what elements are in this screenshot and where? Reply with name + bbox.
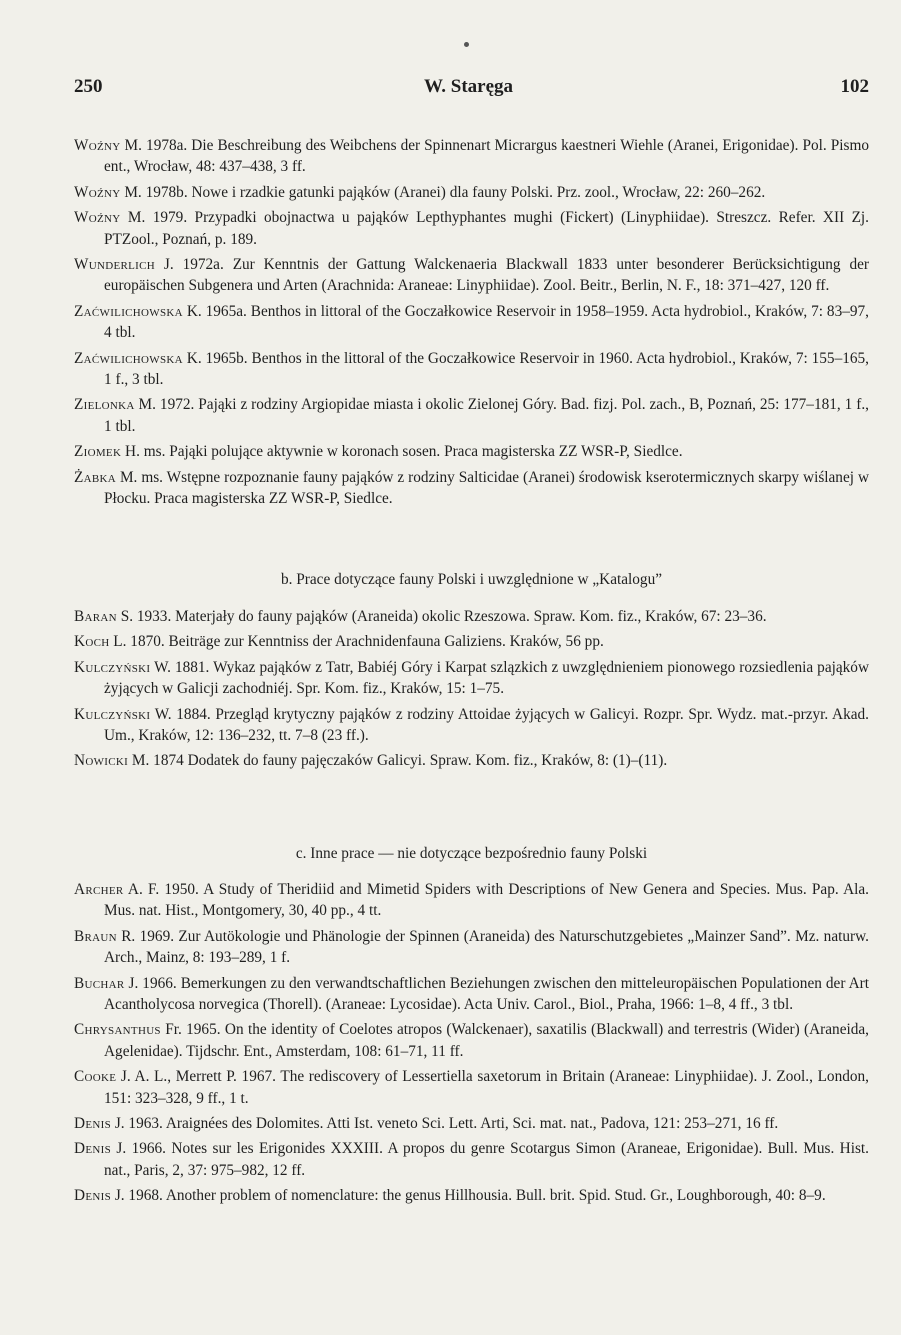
reference-author: Denis [74, 1140, 111, 1158]
reference-entry [74, 606, 869, 627]
reference-text: L. 1870. Beiträge zur Kenntniss der Arachnidenfauna Galiziens. Kraków, 56 pp. [109, 633, 604, 651]
reference-text: M. 1978b. Nowe i rzadkie gatunki pająków (Aranei) dla fauny Polski. Prz. zool., Wrocław, 22: 260–262. [120, 183, 766, 201]
reference-text: R. 1969. Zur Autökologie und Phänologie der Spinnen (Araneida) des Naturschutzgebietes „Mainzer Sand”. Mz. naturw. Arch., Mainz, 8: 193–289, 1 f. [104, 927, 869, 967]
reference-text: J. 1972a. Zur Kenntnis der Gattung Walckenaeria Blackwall 1833 unter besonderer Berücksichtigung der europäischen Subgenera und Arten (Arachnida: Araneae: Linyphiidae). Zool. Beitr., Berlin, N. F., 18: 371–427, 120 ff. [104, 256, 869, 295]
running-header [74, 76, 869, 102]
reference-text: J. 1963. Araignées des Dolomites. Atti Ist. veneto Sci. Lett. Arti, Sci. mat. nat., Padova, 121: 253–271, 16 ff. [111, 1115, 779, 1133]
section-b-heading: b. Prace dotyczące fauny Polski i uwzględnione w „Katalogu” [280, 571, 663, 588]
reference-entry [74, 750, 869, 771]
reference-entry [74, 348, 869, 391]
reference-entry [74, 1185, 869, 1206]
reference-entry [74, 467, 869, 510]
reference-list-a [74, 135, 869, 514]
part-number: 102 [840, 76, 869, 97]
reference-text: W. 1884. Przegląd krytyczny pająków z rodziny Attoidae żyjących w Galicyi. Rozpr. Spr. Wydz. mat.-przyr. Akad. Um., Kraków, 12: 136–232, tt. 7–8 (23 ff.). [104, 705, 869, 745]
reference-author: Cooke [74, 1068, 117, 1086]
reference-entry [74, 254, 869, 297]
reference-author: Chrysanthus [74, 1021, 161, 1039]
reference-author: Braun [74, 927, 117, 945]
reference-entry [74, 1019, 869, 1062]
reference-text: M. 1978a. Die Beschreibung des Weibchens der Spinnenart Micrargus kaestneri Wiehle (Aranei, Erigonidae). Pol. Pismo ent., Wrocław, 48: 437–438, 3 ff. [104, 137, 869, 176]
reference-list-b [74, 606, 869, 776]
reference-author: Baran [74, 608, 117, 625]
reference-entry [74, 135, 869, 178]
reference-text: J. A. L., Merrett P. 1967. The rediscovery of Lessertiella saxetorum in Britain (Araneae: Linyphiidae). J. Zool., London, 151: 323–328, 9 ff., 1 t. [104, 1068, 869, 1107]
reference-entry [74, 973, 869, 1016]
reference-text: M. ms. Wstępne rozpoznanie fauny pająków z rodziny Salticidae (Aranei) środowisk kserotermicznych skarpy wiślanej w Płocku. Praca magisterska ZZ WSR-P, Siedlce. [104, 468, 869, 508]
reference-author: Wunderlich [74, 256, 155, 274]
reference-text: K. 1965b. Benthos in the littoral of the Goczałkowice Reservoir in 1960. Acta hydrobiol., Kraków, 7: 155–165, 1 f., 3 tbl. [104, 349, 869, 389]
reference-text: J. 1968. Another problem of nomenclature: the genus Hillhousia. Bull. brit. Spid. Stud. Gr., Loughborough, 40: 8–9. [111, 1187, 826, 1205]
reference-entry [74, 657, 869, 700]
reference-entry [74, 182, 869, 203]
reference-entry [74, 1113, 869, 1134]
reference-author: Zielonka [74, 396, 135, 414]
section-c-heading: c. Inne prace — nie dotyczące bezpośrednio fauny Polski [295, 845, 648, 862]
reference-entry [74, 704, 869, 747]
reference-text: W. 1881. Wykaz pająków z Tatr, Babiéj Góry i Karpat szlązkich z uwzględnieniem pionowego rozsiedlenia pająków żyjących w Galicji zachodniéj. Spr. Kom. fiz., Kraków, 15: 1–75. [104, 658, 869, 698]
reference-text: K. 1965a. Benthos in littoral of the Goczałkowice Reservoir in 1958–1959. Acta hydrobiol., Kraków, 7: 83–97, 4 tbl. [104, 302, 869, 342]
reference-text: A. F. 1950. A Study of Theridiid and Mimetid Spiders with Descriptions of New Genera and Species. Mus. Pap. Ala. Mus. nat. Hist., Montgomery, 30, 40 pp., 4 tt. [104, 881, 869, 920]
reference-author: Ziomek [74, 443, 122, 461]
reference-text: S. 1933. Materjały do fauny pająków (Araneida) okolic Rzeszowa. Spraw. Kom. fiz., Kraków, 67: 23–36. [116, 608, 767, 625]
reference-entry [74, 1138, 869, 1181]
reference-author: Woźny [74, 183, 121, 201]
reference-entry [74, 207, 869, 250]
reference-author: Denis [74, 1187, 111, 1205]
page-number: 250 [74, 76, 103, 97]
reference-author: Woźny [74, 137, 121, 154]
reference-entry [74, 926, 869, 969]
reference-author: Zaćwilichowska [74, 349, 183, 367]
reference-entry [74, 1066, 869, 1109]
reference-entry [74, 631, 869, 652]
reference-text: J. 1966. Notes sur les Erigonides XXXIII. A propos du genre Scotargus Simon (Araneae, Erigonidae). Bull. Mus. Hist. nat., Paris, 2, 37: 975–982, 12 ff. [104, 1140, 869, 1179]
reference-text: J. 1966. Bemerkungen zu den verwandtschaftlichen Beziehungen zwischen den mitteleuropäischen Populationen der Art Acantholycosa norvegica (Thorell). (Araneae: Lycosidae). Acta Univ. Carol., Biol., Praha, 1966: 1–8, 4 ff., 3 tbl. [104, 974, 869, 1014]
reference-text: M. 1979. Przypadki obojnactwa u pająków Lepthyphantes mughi (Fickert) (Linyphiidae). Streszcz. Refer. XII Zj. PTZool., Poznań, p. 189. [104, 209, 869, 248]
reference-author: Kulczyński [74, 705, 151, 723]
reference-author: Żabka [74, 468, 117, 486]
reference-entry [74, 301, 869, 344]
reference-author: Nowicki [74, 752, 129, 770]
reference-author: Denis [74, 1115, 111, 1133]
reference-entry [74, 394, 869, 437]
reference-entry [74, 441, 869, 462]
reference-author: Archer [74, 881, 124, 898]
print-speck [464, 42, 469, 47]
running-author: W. Staręga [424, 76, 514, 97]
reference-text: M. 1874 Dodatek do fauny pajęczaków Galicyi. Spraw. Kom. fiz., Kraków, 8: (1)–(11). [128, 752, 668, 770]
reference-author: Kulczyński [74, 658, 151, 676]
reference-entry [74, 879, 869, 922]
reference-author: Woźny [74, 209, 121, 227]
reference-author: Buchar [74, 974, 125, 992]
reference-text: H. ms. Pająki polujące aktywnie w koronach sosen. Praca magisterska ZZ WSR-P, Siedlce. [121, 443, 683, 461]
reference-author: Koch [74, 633, 110, 651]
reference-text: Fr. 1965. On the identity of Coelotes atropos (Walckenaer), saxatilis (Blackwall) and terrestris (Wider) (Araneida, Agelenidae). Tijdschr. Ent., Amsterdam, 108: 61–71, 11 ff. [104, 1021, 869, 1060]
reference-author: Zaćwilichowska [74, 302, 183, 320]
reference-text: M. 1972. Pająki z rodziny Argiopidae miasta i okolic Zielonej Góry. Bad. fizj. Pol. zach., B, Poznań, 25: 177–181, 1 f., 1 tbl. [104, 396, 869, 435]
reference-list-c [74, 879, 869, 1211]
